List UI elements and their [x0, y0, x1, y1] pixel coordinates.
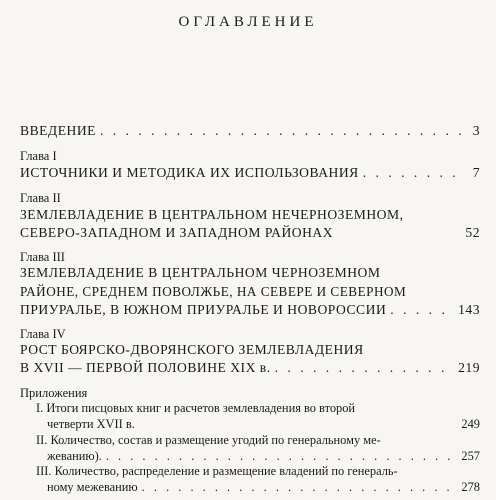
- toc-entry-label: СЕВЕРО-ЗАПАДНОМ И ЗАПАДНОМ РАЙОНАХ: [20, 225, 334, 240]
- toc-page-number: 3: [472, 123, 480, 138]
- toc-page-number: 7: [472, 165, 480, 180]
- chapter-heading: Глава IV: [20, 327, 66, 341]
- appendix-item-3-line-1[interactable]: [36, 464, 480, 479]
- appendix-item-2-line-1[interactable]: [36, 433, 480, 448]
- appendix-item-1-line-1[interactable]: [36, 401, 480, 416]
- toc-page-number: 278: [461, 480, 480, 494]
- chapter-heading: Глава III: [20, 250, 65, 264]
- appendix-heading: Приложения: [20, 386, 88, 400]
- toc-entry-chapter-4-line-1[interactable]: [20, 342, 480, 358]
- toc-entry-label: ЗЕМЛЕВЛАДЕНИЕ В ЦЕНТРАЛЬНОМ ЧЕРНОЗЕМНОМ: [20, 265, 381, 280]
- appendix-item-1-line-2[interactable]: [47, 417, 480, 432]
- toc-entry-chapter-2-line-2[interactable]: [20, 225, 480, 241]
- appendix-item-label: I. Итоги писцовых книг и расчетов землевладения во второй: [36, 401, 356, 415]
- appendix-item-2-line-2[interactable]: [47, 449, 480, 464]
- toc-page-number: 257: [461, 449, 480, 463]
- toc-entry-label: ИСТОЧНИКИ И МЕТОДИКА ИХ ИСПОЛЬЗОВАНИЯ: [20, 165, 359, 180]
- toc-entry-chapter-3-line-2[interactable]: [20, 284, 480, 300]
- leader-dots: [390, 302, 454, 318]
- toc-page-number: 52: [465, 225, 480, 240]
- toc-entry-label: РОСТ БОЯРСКО-ДВОРЯНСКОГО ЗЕМЛЕВЛАДЕНИЯ: [20, 342, 364, 357]
- toc-entry-chapter-4-line-2[interactable]: [20, 360, 480, 376]
- toc-entry-chapter-3-line-1[interactable]: [20, 265, 480, 281]
- toc-entry-label: ПРИУРАЛЬЕ, В ЮЖНОМ ПРИУРАЛЬЕ И НОВОРОССИИ: [20, 302, 387, 317]
- toc-entry-chapter-3-line-3[interactable]: [20, 302, 480, 318]
- toc-entry-intro[interactable]: [20, 123, 480, 139]
- toc-page-number: 219: [458, 360, 480, 375]
- toc-entry-chapter-2-line-1[interactable]: [20, 207, 480, 223]
- leader-dots: [275, 360, 455, 376]
- leader-dots: [363, 165, 464, 181]
- toc-entry-label: РАЙОНЕ, СРЕДНЕМ ПОВОЛЖЬЕ, НА СЕВЕРЕ И СЕВЕРНОМ: [20, 284, 407, 299]
- appendix-item-3-line-2[interactable]: [47, 480, 480, 495]
- toc-entry-label: ВВЕДЕНИЕ: [20, 123, 96, 138]
- appendix-item-label: ному межеванию: [47, 480, 138, 494]
- toc-entry-label: ЗЕМЛЕВЛАДЕНИЕ В ЦЕНТРАЛЬНОМ НЕЧЕРНОЗЕМНОМ,: [20, 207, 404, 222]
- toc-page-number: 143: [458, 302, 480, 317]
- appendix-item-label: II. Количество, состав и размещение угодий по генеральному ме-: [36, 433, 381, 447]
- appendix-item-label: четверти XVII в.: [47, 417, 135, 431]
- toc-page-number: 249: [461, 417, 480, 431]
- toc-entry-label: В XVII — ПЕРВОЙ ПОЛОВИНЕ XIX в.: [20, 360, 271, 375]
- leader-dots: [106, 449, 458, 464]
- toc-entry-chapter-1[interactable]: [20, 165, 480, 181]
- leader-dots: [142, 480, 458, 495]
- chapter-heading: Глава II: [20, 191, 61, 205]
- page-title: ОГЛАВЛЕНИЕ: [178, 14, 318, 30]
- appendix-item-label: III. Количество, распределение и размещение владений по генераль-: [36, 464, 398, 478]
- appendix-item-label: жеванию).: [47, 449, 102, 463]
- chapter-heading: Глава I: [20, 149, 57, 163]
- leader-dots: [100, 123, 464, 139]
